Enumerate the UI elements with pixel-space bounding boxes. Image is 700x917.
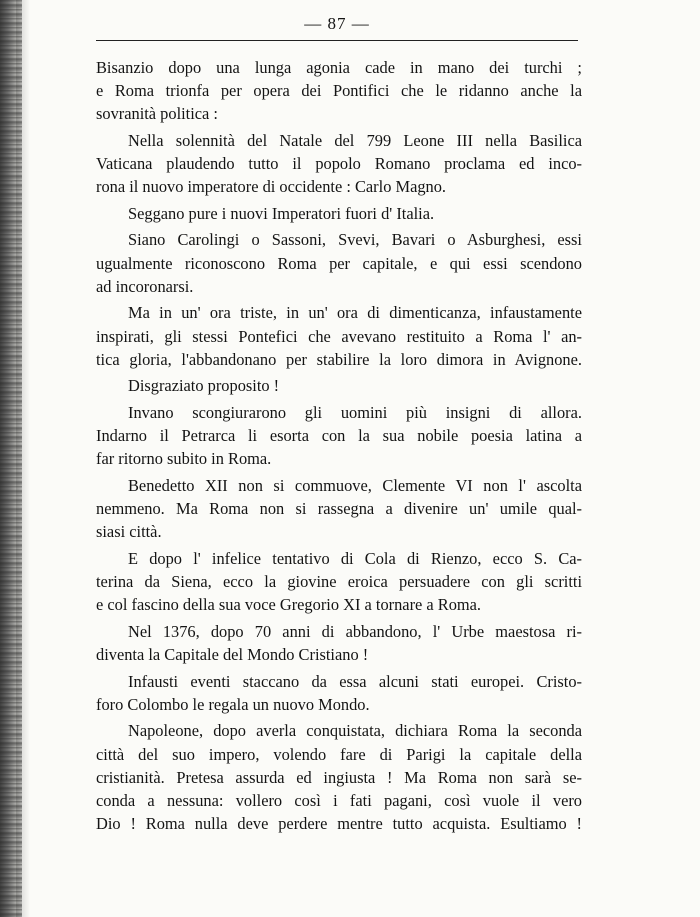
text-line: foro Colombo le regala un nuovo Mondo. (96, 694, 370, 714)
text-line: nemmeno. Ma Roma non si rassegna a divenire un' umile qual- (96, 499, 582, 519)
text-line: Nel 1376, dopo 70 anni di abbandono, l' Urbe maestosa ri- (128, 621, 582, 641)
text-line: Seggano pure i nuovi Imperatori fuori d' Italia. (128, 203, 435, 223)
paragraph (96, 374, 582, 397)
text-line: Siano Carolingi o Sassoni, Svevi, Bavari o Asburghesi, essi (128, 230, 582, 250)
text-line: terina da Siena, ecco la giovine eroica persuadere con gli scritti (96, 572, 582, 592)
text-line: Ma in un' ora triste, in un' ora di dimenticanza, infaustamente (128, 303, 582, 323)
paragraph (96, 56, 582, 126)
paragraph (96, 301, 582, 371)
text-line: diventa la Capitale del Mondo Cristiano ! (96, 645, 369, 665)
text-line: Vaticana plaudendo tutto il popolo Romano proclama ed inco- (96, 154, 582, 174)
text-line: Dio ! Roma nulla deve perdere mentre tutto acquista. Esultiamo ! (96, 814, 582, 834)
header-rule (96, 40, 578, 41)
text-line: Disgraziato proposito ! (128, 376, 280, 396)
text-line: siasi città. (96, 522, 162, 542)
paragraph (96, 474, 582, 544)
text-line: cristianità. Pretesa assurda ed ingiusta ! Ma Roma non sarà se- (96, 767, 582, 787)
text-line: Invano scongiurarono gli uomini più insigni di allora. (128, 402, 582, 422)
text-line: e col fascino della sua voce Gregorio XI a tornare a Roma. (96, 595, 482, 615)
text-line: Infausti eventi staccano da essa alcuni stati europei. Cristo- (128, 671, 582, 691)
text-line: Benedetto XII non si commuove, Clemente VI non l' ascolta (128, 475, 582, 495)
text-line: E dopo l' infelice tentativo di Cola di Rienzo, ecco S. Ca- (128, 548, 582, 568)
text-line: Napoleone, dopo averla conquistata, dichiara Roma la seconda (128, 721, 582, 741)
paragraph (96, 547, 582, 617)
paragraph (96, 202, 582, 225)
text-line: far ritorno subito in Roma. (96, 449, 272, 469)
text-line: Bisanzio dopo una lunga agonia cade in mano dei turchi ; (96, 58, 582, 77)
text-line: ad incoronarsi. (96, 276, 194, 296)
binding-shadow (16, 0, 30, 917)
paragraph (96, 719, 582, 835)
paragraph (96, 228, 582, 298)
page-header (96, 14, 578, 44)
paragraph (96, 401, 582, 471)
paragraph (96, 129, 582, 199)
text-line: inspirati, gli stessi Pontefici che avevano restituito a Roma l' an- (96, 326, 582, 346)
text-line: rona il nuovo imperatore di occidente : Carlo Magno. (96, 177, 447, 197)
text-line: Indarno il Petrarca li esorta con la sua nobile poesia latina a (96, 426, 582, 446)
paragraph (96, 620, 582, 666)
paragraph (96, 670, 582, 716)
text-line: tica gloria, l'abbandonano per stabilire la loro dimora in Avignone. (96, 349, 582, 369)
text-line: e Roma trionfa per opera dei Pontifici che le ridanno anche la (96, 81, 582, 101)
body-text (96, 56, 582, 835)
text-line: conda a nessuna: vollero così i fati pagani, così vuole il vero (96, 790, 582, 810)
page-number: — 87 — (304, 14, 370, 33)
text-line: ugualmente riconoscono Roma per capitale, e qui essi scendono (96, 253, 582, 273)
text-line: sovranità politica : (96, 104, 218, 124)
text-line: città del suo impero, volendo fare di Parigi la capitale della (96, 744, 582, 764)
text-line: Nella solennità del Natale del 799 Leone III nella Basilica (128, 130, 582, 150)
